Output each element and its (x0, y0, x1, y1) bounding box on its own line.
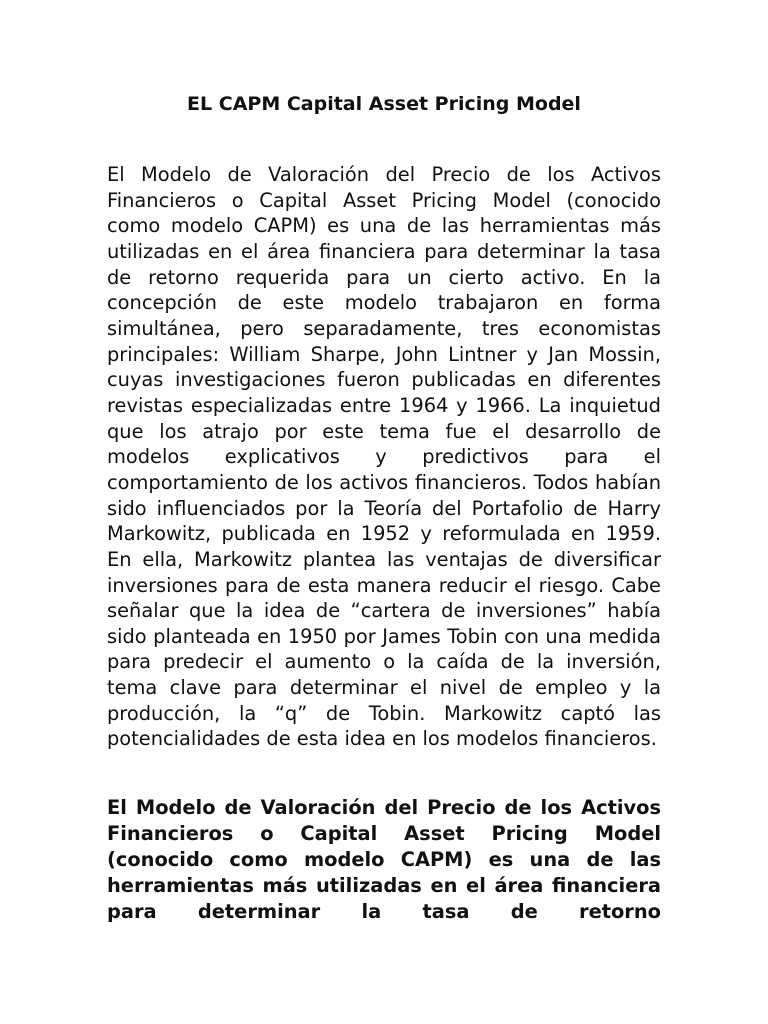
document-title: EL CAPM Capital Asset Pricing Model (187, 93, 581, 115)
paragraph-1: El Modelo de Valoración del Precio de los Activos Financieros o Capital Asset Pricing Model (conocido como modelo CAPM) es una de las herramientas más utilizadas en el área financiera para determinar la tasa de retorno requerida para un cierto activo. En la concepción de este modelo trabajaron en forma simultánea, pero separadamente, tres economistas principales: William Sharpe, John Lintner y Jan Mossin, cuyas investigaciones fueron publicadas en diferentes revistas especializadas entre 1964 y 1966. La inquietud que los atrajo por este tema fue el desarrollo de modelos explicativos y predictivos para el comportamiento de los activos financieros. Todos habían sido influenciados por la Teoría del Portafolio de Harry Markowitz, publicada en 1952 y reformulada en 1959. En ella, Markowitz plantea las ventajas de diversificar inversiones para de esta manera reducir el riesgo. Cabe señalar que la idea de “cartera de inversiones” había sido planteada en 1950 por James Tobin con una medida para predecir el aumento o la caída de la inversión, tema clave para determinar el nivel de empleo y la producción, la “q” de Tobin. Markowitz captó las potencialidades de esta idea en los modelos financieros. (107, 163, 661, 751)
paragraph-2-bold: El Modelo de Valoración del Precio de los Activos Financieros o Capital Asset Pricing Model (conocido como modelo CAPM) es una de las herramientas más utilizadas en el área financiera para determinar la tasa de retorno (107, 796, 661, 924)
